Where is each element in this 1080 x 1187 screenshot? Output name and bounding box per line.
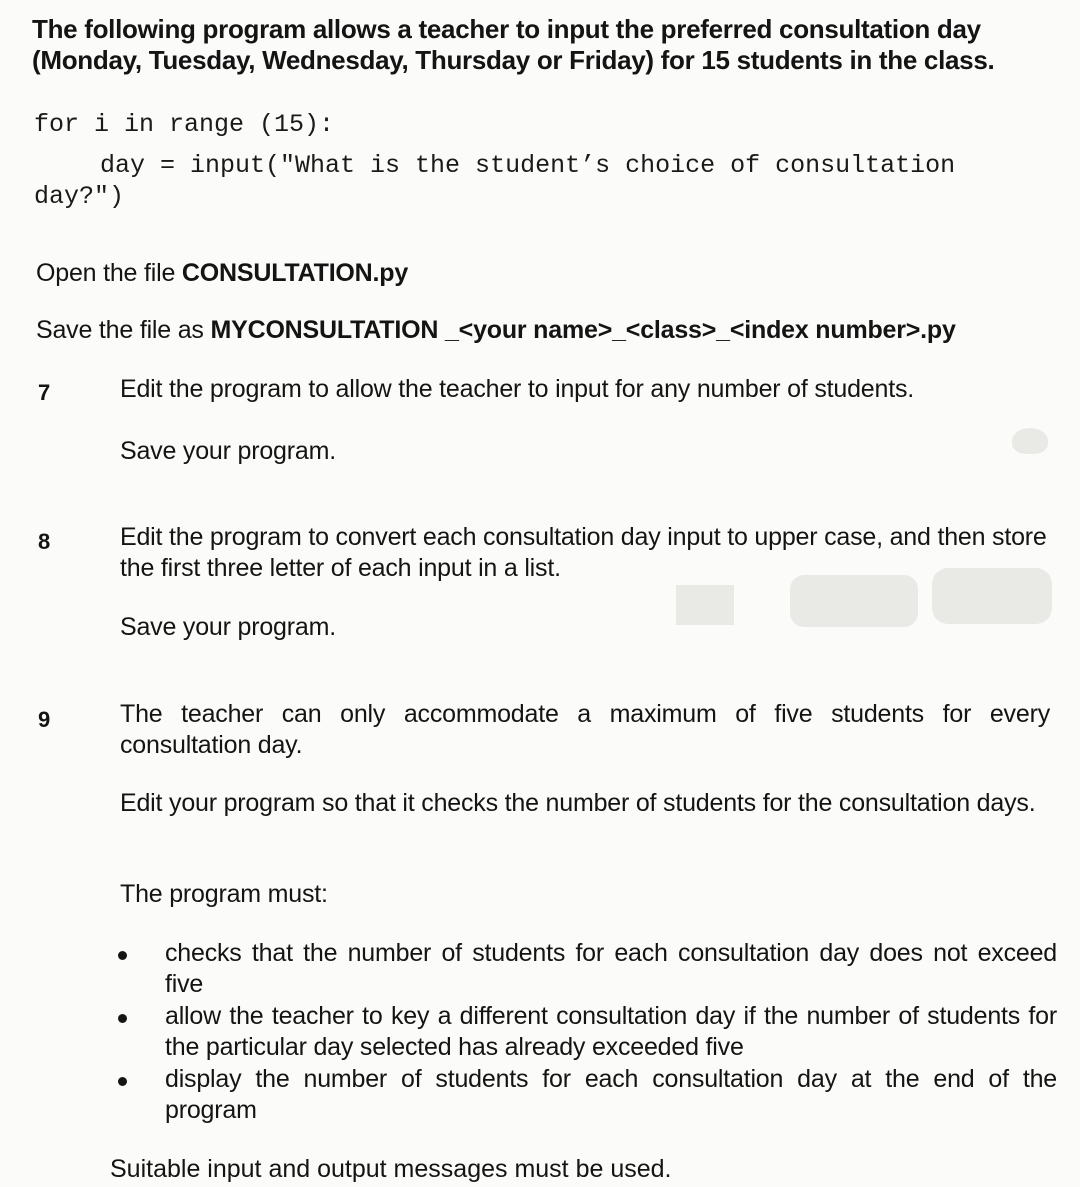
intro-paragraph: The following program allows a teacher to input the preferred consultation day (Monday, Tuesday, Wednesday, Thursday or Friday) for 15 students in the class. bbox=[32, 14, 995, 75]
bullet-icon bbox=[118, 951, 127, 960]
question-9-text: The teacher can only accommodate a maximum of five students for every consultation day. bbox=[120, 700, 1050, 759]
list-item bbox=[112, 938, 1057, 1000]
open-prefix: Open the file bbox=[36, 259, 182, 287]
question-8-text: Edit the program to convert each consultation day input to upper case, and then store the first three letter of each input in a list. bbox=[120, 523, 1047, 582]
open-file-instruction bbox=[36, 258, 408, 288]
list-item-text: display the number of students for each consultation day at the end of the program bbox=[165, 1065, 1057, 1124]
list-item bbox=[112, 1064, 1057, 1126]
list-item-text: allow the teacher to key a different consultation day if the number of students for the particular day selected has already exceeded five bbox=[165, 1002, 1057, 1061]
question-number-7: 7 bbox=[38, 380, 51, 405]
question-9-must: The program must: bbox=[120, 880, 328, 908]
code-line-loop: for i in range (15): bbox=[34, 110, 335, 139]
bullet-icon bbox=[118, 1077, 127, 1086]
question-7-save: Save your program. bbox=[120, 437, 336, 465]
save-file-name: MYCONSULTATION _<your name>_<class>_<index number>.py bbox=[210, 316, 956, 344]
requirements-list bbox=[112, 938, 1057, 1127]
bullet-icon bbox=[118, 1014, 127, 1023]
code-line-continuation: day?") bbox=[34, 182, 125, 211]
question-8-save: Save your program. bbox=[120, 613, 336, 641]
list-item-text: checks that the number of students for each consultation day does not exceed five bbox=[165, 939, 1057, 998]
code-line-input: day = input("What is the student’s choice of consultation bbox=[100, 151, 956, 180]
open-file-name: CONSULTATION.py bbox=[181, 259, 409, 287]
question-9-edit: Edit your program so that it checks the number of students for the consultation days. bbox=[120, 789, 1036, 817]
list-item bbox=[112, 1001, 1057, 1063]
question-number-8: 8 bbox=[38, 529, 51, 554]
save-prefix: Save the file as bbox=[36, 316, 211, 344]
save-file-instruction bbox=[36, 315, 956, 345]
question-7-text: Edit the program to allow the teacher to input for any number of students. bbox=[120, 375, 914, 403]
closing-instruction: Suitable input and output messages must be used. bbox=[110, 1155, 672, 1183]
question-number-9: 9 bbox=[38, 707, 51, 732]
